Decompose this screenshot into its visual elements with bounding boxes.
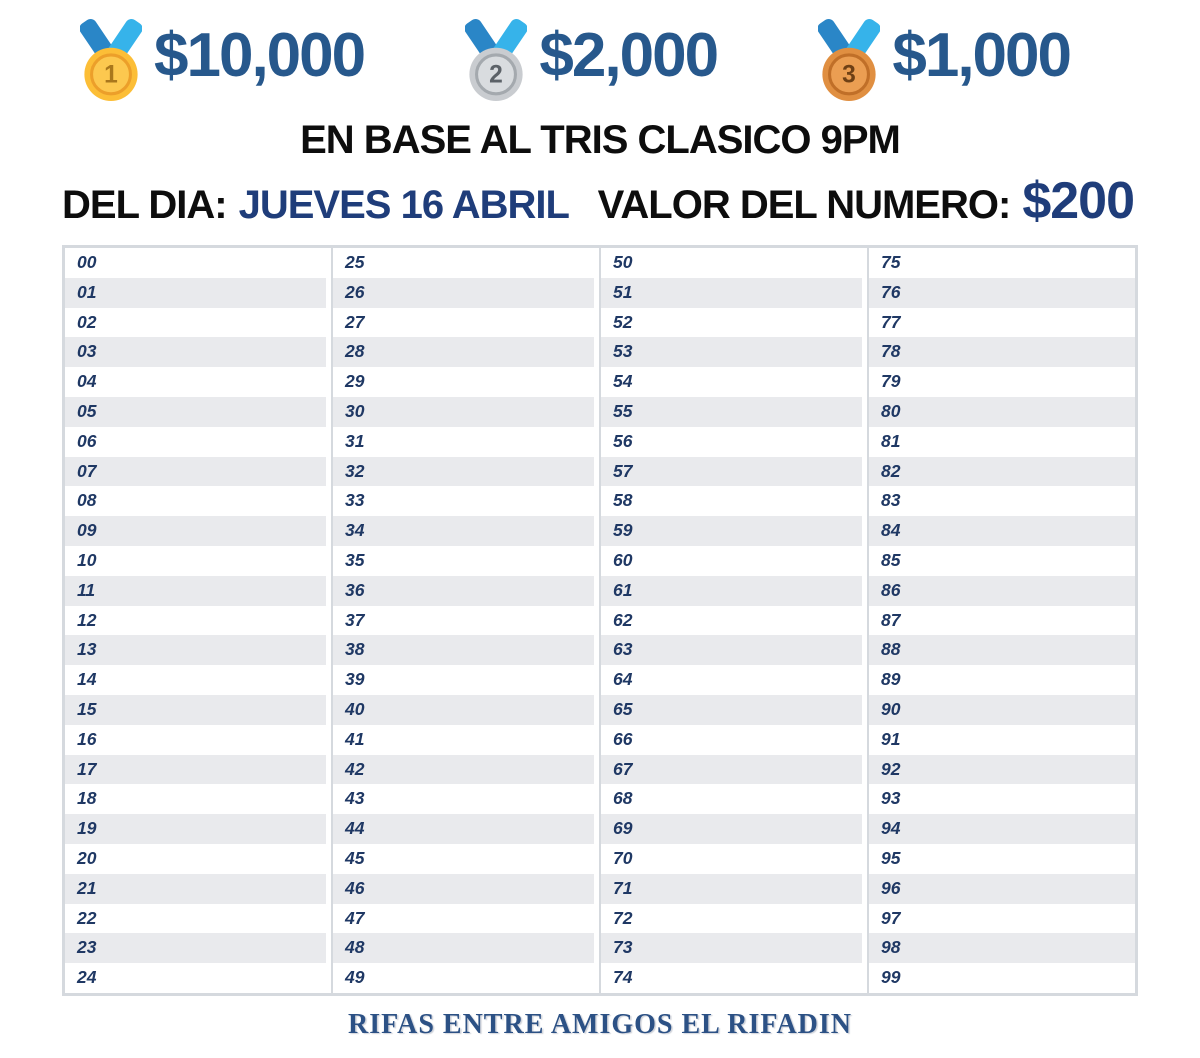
number-cell: 42 (333, 755, 594, 785)
prize-amount: $2,000 (539, 21, 718, 90)
number-cell: 73 (601, 933, 862, 963)
number-cell: 30 (333, 397, 594, 427)
meta-row (62, 171, 1134, 231)
number-cell: 51 (601, 278, 862, 308)
number-cell: 53 (601, 337, 862, 367)
number-cell: 49 (333, 963, 594, 993)
number-cell: 94 (869, 814, 1135, 844)
number-cell: 18 (65, 784, 326, 814)
number-cell: 25 (333, 248, 594, 278)
number-cell: 35 (333, 546, 594, 576)
number-cell: 84 (869, 516, 1135, 546)
number-cell: 16 (65, 725, 326, 755)
number-cell: 83 (869, 486, 1135, 516)
number-cell: 85 (869, 546, 1135, 576)
number-cell: 87 (869, 606, 1135, 636)
numbers-column (599, 248, 867, 993)
number-cell: 70 (601, 844, 862, 874)
number-cell: 31 (333, 427, 594, 457)
number-cell: 09 (65, 516, 326, 546)
number-cell: 27 (333, 308, 594, 338)
number-cell: 86 (869, 576, 1135, 606)
prize-amount: $1,000 (892, 21, 1070, 90)
number-cell: 40 (333, 695, 594, 725)
number-cell: 24 (65, 963, 326, 993)
number-cell: 65 (601, 695, 862, 725)
silver-medal-icon (465, 16, 527, 102)
number-cell: 62 (601, 606, 862, 636)
number-cell: 74 (601, 963, 862, 993)
numbers-column (331, 248, 599, 993)
number-cell: 34 (333, 516, 594, 546)
number-cell: 56 (601, 427, 862, 457)
number-cell: 06 (65, 427, 326, 457)
draw-date-line (62, 183, 569, 228)
number-cell: 68 (601, 784, 862, 814)
number-cell: 20 (65, 844, 326, 874)
number-cell: 75 (869, 248, 1135, 278)
number-cell: 14 (65, 665, 326, 695)
number-cell: 61 (601, 576, 862, 606)
medal-place-number: 2 (489, 61, 504, 89)
number-cell: 72 (601, 904, 862, 934)
number-cell: 08 (65, 486, 326, 516)
number-cell: 63 (601, 635, 862, 665)
number-cell: 97 (869, 904, 1135, 934)
number-cell: 52 (601, 308, 862, 338)
draw-date-value: JUEVES 16 ABRIL (238, 183, 569, 227)
number-cell: 55 (601, 397, 862, 427)
number-cell: 22 (65, 904, 326, 934)
number-cell: 02 (65, 308, 326, 338)
prize-second (465, 16, 717, 102)
number-cell: 19 (65, 814, 326, 844)
number-cell: 54 (601, 367, 862, 397)
number-cell: 04 (65, 367, 326, 397)
number-cell: 05 (65, 397, 326, 427)
numbers-table (62, 245, 1138, 996)
number-cell: 88 (869, 635, 1135, 665)
number-cell: 92 (869, 755, 1135, 785)
medal-place-number: 1 (104, 61, 118, 89)
number-cell: 21 (65, 874, 326, 904)
prize-first (80, 16, 364, 102)
draw-date-label: DEL DIA: (62, 183, 227, 227)
number-cell: 82 (869, 457, 1135, 487)
number-cell: 00 (65, 248, 326, 278)
number-cell: 48 (333, 933, 594, 963)
number-cell: 11 (65, 576, 326, 606)
medal-place-number: 3 (842, 61, 857, 89)
number-cell: 32 (333, 457, 594, 487)
number-cell: 36 (333, 576, 594, 606)
numbers-column (867, 248, 1135, 993)
number-cell: 98 (869, 933, 1135, 963)
number-cell: 44 (333, 814, 594, 844)
number-cell: 77 (869, 308, 1135, 338)
prize-third (818, 16, 1070, 102)
number-cell: 28 (333, 337, 594, 367)
number-cell: 57 (601, 457, 862, 487)
number-cell: 10 (65, 546, 326, 576)
number-cell: 58 (601, 486, 862, 516)
number-cell: 89 (869, 665, 1135, 695)
number-cell: 64 (601, 665, 862, 695)
number-cell: 41 (333, 725, 594, 755)
number-cell: 17 (65, 755, 326, 785)
number-cell: 50 (601, 248, 862, 278)
number-cell: 43 (333, 784, 594, 814)
number-cell: 15 (65, 695, 326, 725)
number-cell: 67 (601, 755, 862, 785)
number-cell: 26 (333, 278, 594, 308)
footer-brand: RIFAS ENTRE AMIGOS EL RIFADIN (347, 1008, 853, 1040)
ticket-price-line (598, 171, 1134, 231)
number-cell: 03 (65, 337, 326, 367)
number-cell: 96 (869, 874, 1135, 904)
number-cell: 76 (869, 278, 1135, 308)
subtitle: EN BASE AL TRIS CLASICO 9PM (300, 118, 900, 162)
number-cell: 45 (333, 844, 594, 874)
gold-medal-icon (80, 16, 142, 102)
number-cell: 95 (869, 844, 1135, 874)
number-cell: 47 (333, 904, 594, 934)
number-cell: 91 (869, 725, 1135, 755)
numbers-column (65, 248, 331, 993)
number-cell: 60 (601, 546, 862, 576)
number-cell: 71 (601, 874, 862, 904)
number-cell: 80 (869, 397, 1135, 427)
prizes-row (80, 16, 1070, 102)
ticket-price-value: $200 (1022, 172, 1134, 230)
number-cell: 38 (333, 635, 594, 665)
number-cell: 81 (869, 427, 1135, 457)
number-cell: 46 (333, 874, 594, 904)
number-cell: 12 (65, 606, 326, 636)
number-cell: 13 (65, 635, 326, 665)
number-cell: 29 (333, 367, 594, 397)
number-cell: 37 (333, 606, 594, 636)
number-cell: 01 (65, 278, 326, 308)
number-cell: 90 (869, 695, 1135, 725)
number-cell: 39 (333, 665, 594, 695)
number-cell: 99 (869, 963, 1135, 993)
number-cell: 59 (601, 516, 862, 546)
number-cell: 78 (869, 337, 1135, 367)
number-cell: 07 (65, 457, 326, 487)
number-cell: 93 (869, 784, 1135, 814)
number-cell: 69 (601, 814, 862, 844)
number-cell: 23 (65, 933, 326, 963)
number-cell: 79 (869, 367, 1135, 397)
number-cell: 66 (601, 725, 862, 755)
prize-amount: $10,000 (154, 21, 365, 90)
ticket-price-label: VALOR DEL NUMERO: (597, 183, 1011, 227)
bronze-medal-icon (818, 16, 880, 102)
number-cell: 33 (333, 486, 594, 516)
